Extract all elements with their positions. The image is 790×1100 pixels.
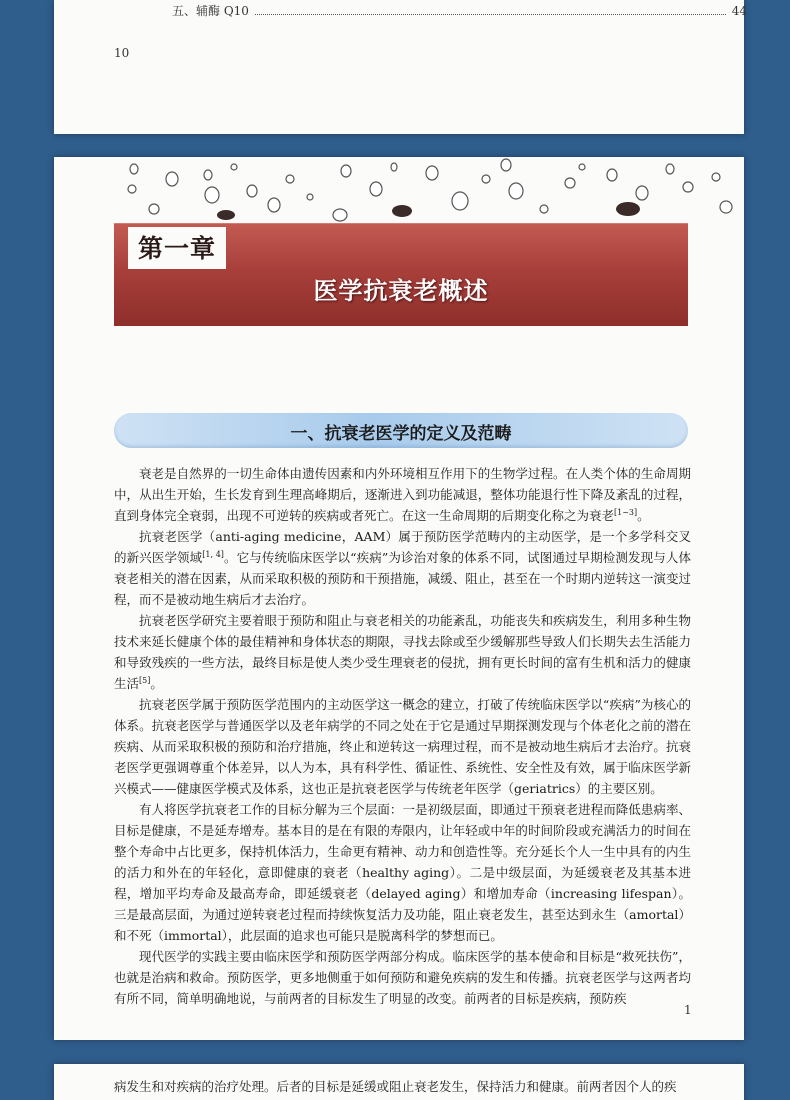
paragraph: 现代医学的实践主要由临床医学和预防医学两部分构成。临床医学的基本使命和目标是“救死扶伤”，也就是治病和救命。预防医学，更多地侧重于如何预防和避免疾病的发生和传播。抗衰老医学与这两者均有所不同，简单明确地说，与前两者的目标发生了明显的改变。前两者的目标是疾病，预防疾 (114, 949, 691, 1006)
page-number: 1 (684, 1003, 692, 1017)
paragraph: 有人将医学抗衰老工作的目标分解为三个层面：一是初级层面，即通过干预衰老进程而降低患病率、目标是健康，不是延寿增寿。基本目的是在有限的寿限内，让年轻或中年的时间阶段或充满活力的时间在整个寿命中占比更多，保持机体活力，生命更有精神、动力和创造性等。充分延长个人一生中具有的内生的活力和外在的年轻化，意即健康的衰老（healthy aging）。二是中级层面，为延缓衰老及其基本进程，增加平均寿命及最高寿命，即延缓衰老（delayed aging）和增加寿命（increasing lifespan）。三是最高层面，为通过逆转衰老过程而持续恢复活力及功能，阻止衰老发生，甚至达到永生（amortal）和不死（immortal），此层面的追求也可能只是脱离科学的梦想而已。 (114, 802, 691, 943)
body-text (114, 463, 691, 1009)
paragraph: 抗衰老医学（anti-aging medicine，AAM）属于预防医学范畴内的主动医学，是一个多学科交叉的新兴医学领域[1, 4]。它与传统临床医学以“疾病”为诊治对象的体系不同，试图通过早期检测发现与人体衰老相关的潜在因素，从而采取积极的预防和干预措施，减缓、阻止，甚至在一个时期内逆转这一演变过程，而不是被动地生病后才去治疗。 (114, 529, 691, 607)
toc-leader-dots (255, 7, 726, 15)
next-page-fragment (54, 1064, 744, 1100)
chapter-number: 第一章 (128, 227, 226, 269)
citation: [1, 4] (202, 549, 224, 559)
section-heading: 一、抗衰老医学的定义及范畴 (290, 424, 512, 444)
paragraph: 抗衰老医学研究主要着眼于预防和阻止与衰老相关的功能紊乱，功能丧失和疾病发生，利用多种生物技术来延长健康个体的最佳精神和身体状态的期限，寻找去除或至少缓解那些导致人们长期失去生活能力和导致残疾的一些方法，最终目标是使人类少受生理衰老的侵扰，拥有更长时间的富有生机和活力的健康生活[5]。 (114, 613, 691, 691)
citation: [5] (139, 675, 151, 685)
paragraph: 衰老是自然界的一切生命体由遗传因素和内外环境相互作用下的生物学过程。在人类个体的生命周期中，从出生开始，生长发育到生理高峰期后，逐渐进入到功能减退，整体功能退行性下降及紊乱的过程，直到身体完全衰弱，出现不可逆转的疾病或者死亡。在这一生命周期的后期变化称之为衰老[1~3]。 (114, 466, 691, 523)
paragraph: 抗衰老医学属于预防医学范围内的主动医学这一概念的建立，打破了传统临床医学以“疾病”为核心的体系。抗衰老医学与普通医学以及老年病学的不同之处在于它是通过早期探测发现与个体老化之前的潜在疾病、从而采取积极的预防和治疗措施，终止和逆转这一病理过程，而不是被动地生病后才去治疗。抗衰老医学更强调尊重个体差异，以人为本，具有科学性、循证性、系统性、安全性及有效，属于临床医学新兴模式——健康医学模式及体系，这也正是抗衰老医学与传统老年医学（geriatrics）的主要区别。 (114, 697, 691, 796)
previous-page-fragment (54, 0, 747, 134)
toc-entry-label: 五、辅酶 Q10 (172, 4, 249, 18)
toc-entry (172, 2, 747, 19)
chapter-title: 医学抗衰老概述 (313, 277, 489, 305)
next-page-text: 病发生和对疾病的治疗处理。后者的目标是延缓或阻止衰老发生，保持活力和健康。前两者因个人的疾 (114, 1079, 677, 1094)
water-drops-decoration (114, 157, 744, 229)
chapter-page (54, 157, 744, 1040)
previous-page-number: 10 (114, 46, 130, 60)
citation: [1~3] (614, 507, 638, 517)
toc-entry-page: 44 (731, 3, 747, 18)
